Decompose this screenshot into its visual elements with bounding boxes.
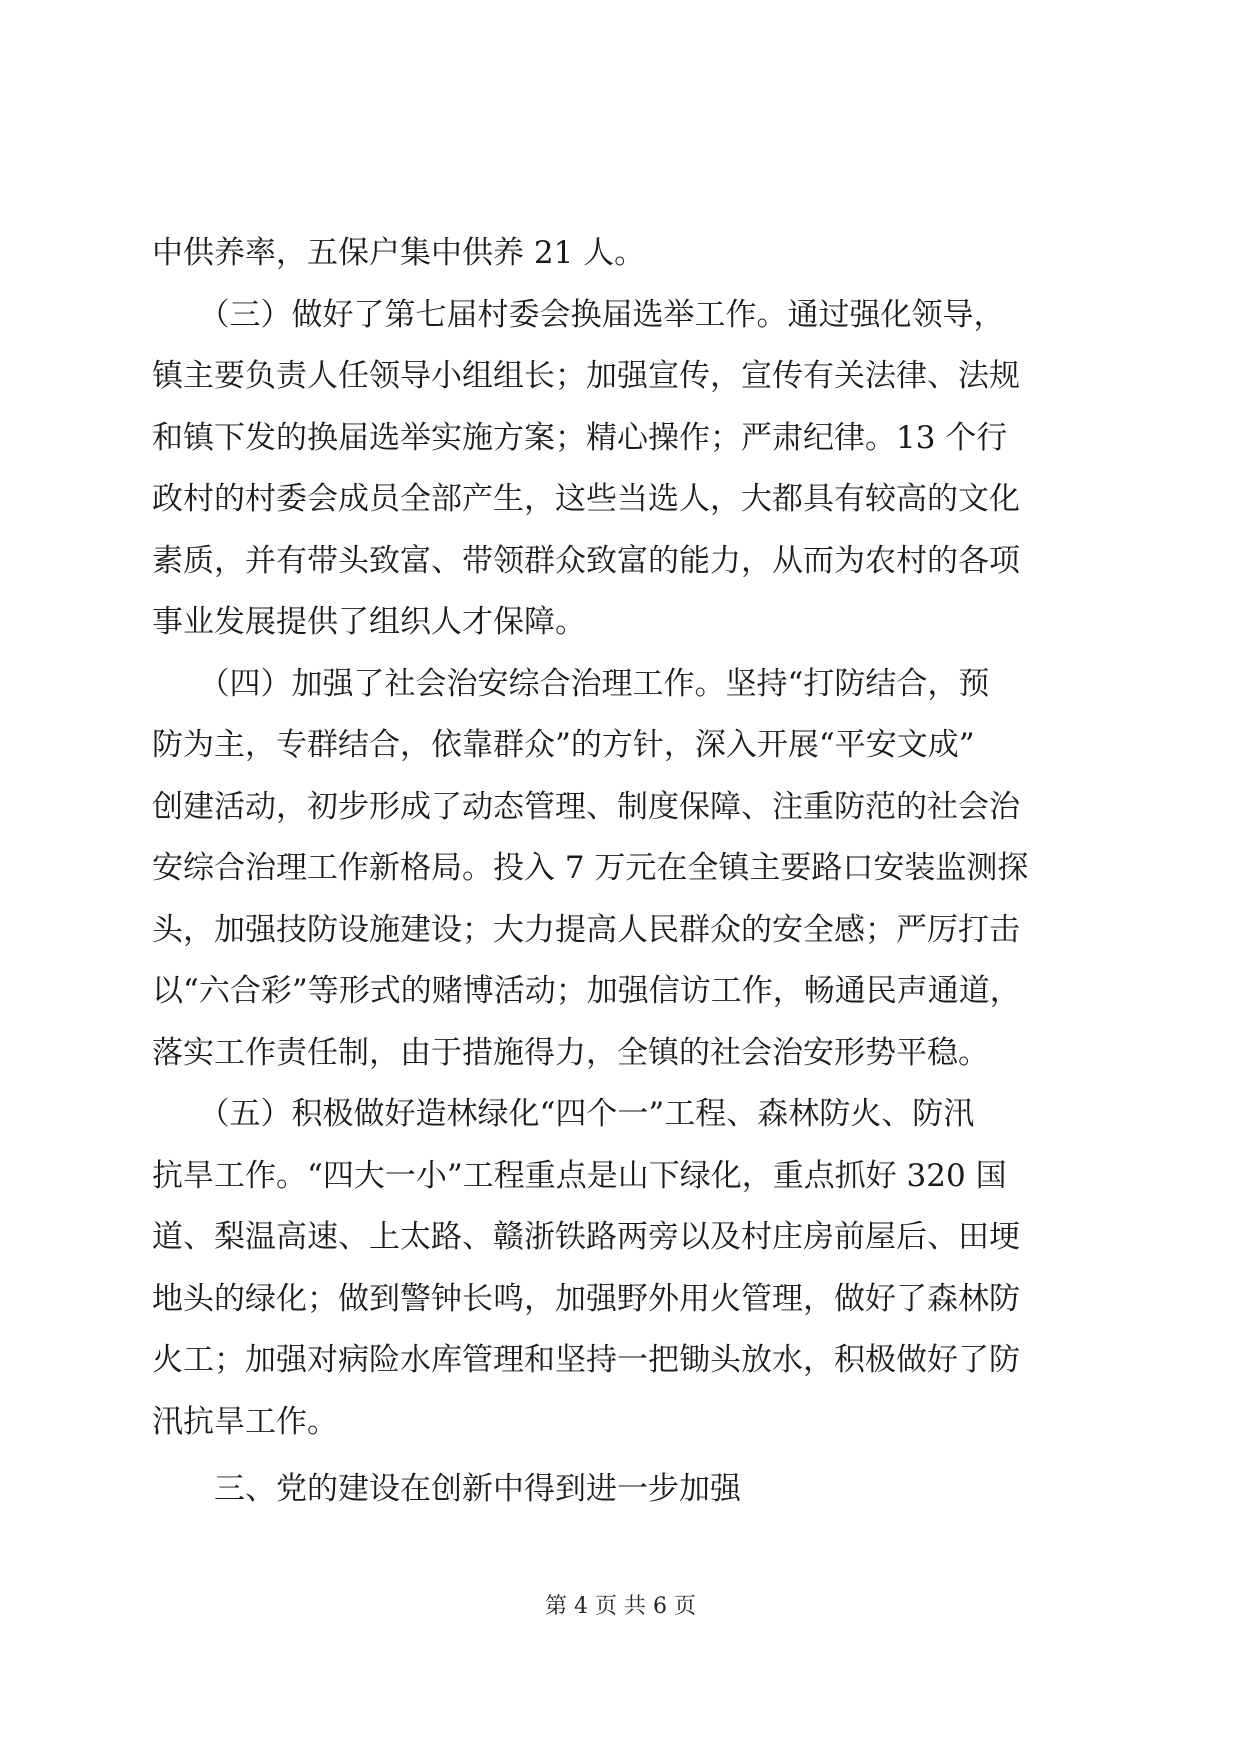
text-line: 地头的绿化；做到警钟长鸣，加强野外用火管理，做好了森林防 [152,1280,1020,1317]
text-line: 抗旱工作。“四大一小”工程重点是山下绿化，重点抓好 320 国 [152,1157,1007,1194]
text-line: 道、梨温高速、上太路、赣浙铁路两旁以及村庄房前屋后、田埂 [152,1219,1020,1255]
text-line: （五）积极做好造林绿化“四个一”工程、森林防火、防汛 [152,1096,975,1132]
text-line: 防为主，专群结合，依靠群众”的方针，深入开展“平安文成” [152,727,975,763]
text-line: 素质，并有带头致富、带领群众致富的能力，从而为农村的各项 [152,542,1020,579]
text-line: 创建活动，初步形成了动态管理、制度保障、注重防范的社会治 [152,788,1020,825]
text-line: （四）加强了社会治安综合治理工作。坚持“打防结合，预 [152,665,990,702]
page-number: 第 4 页 共 6 页 [545,1594,696,1619]
text-line: 火工；加强对病险水库管理和坚持一把锄头放水，积极做好了防 [152,1342,1020,1378]
text-line: 头，加强技防设施建设；大力提高人民群众的安全感；严厉打击 [152,911,1020,948]
text-line: 和镇下发的换届选举实施方案；精心操作；严肃纪律。13 个行 [152,419,1008,456]
body-text [152,223,1092,1521]
text-line: 安综合治理工作新格局。投入 7 万元在全镇主要路口安装监测探 [152,850,1029,886]
page-footer [0,1592,1241,1622]
text-line: 以“六合彩”等形式的赌博活动；加强信访工作，畅通民声通道， [152,973,1021,1009]
text-line: 汛抗旱工作。 [152,1403,338,1440]
text-line: 事业发展提供了组织人才保障。 [152,604,586,640]
text-line: 落实工作责任制，由于措施得力，全镇的社会治安形势平稳。 [152,1034,989,1071]
text-line: 中供养率，五保户集中供养 21 人。 [152,235,646,271]
text-line: 镇主要负责人任领导小组组长；加强宣传，宣传有关法律、法规 [152,358,1020,394]
text-line: 政村的村委会成员全部产生，这些当选人，大都具有较高的文化 [152,481,1020,517]
text-line: （三）做好了第七届村委会换届选举工作。通过强化领导， [152,296,1005,333]
section-heading: 三、党的建设在创新中得到进一步加强 [152,1471,741,1507]
